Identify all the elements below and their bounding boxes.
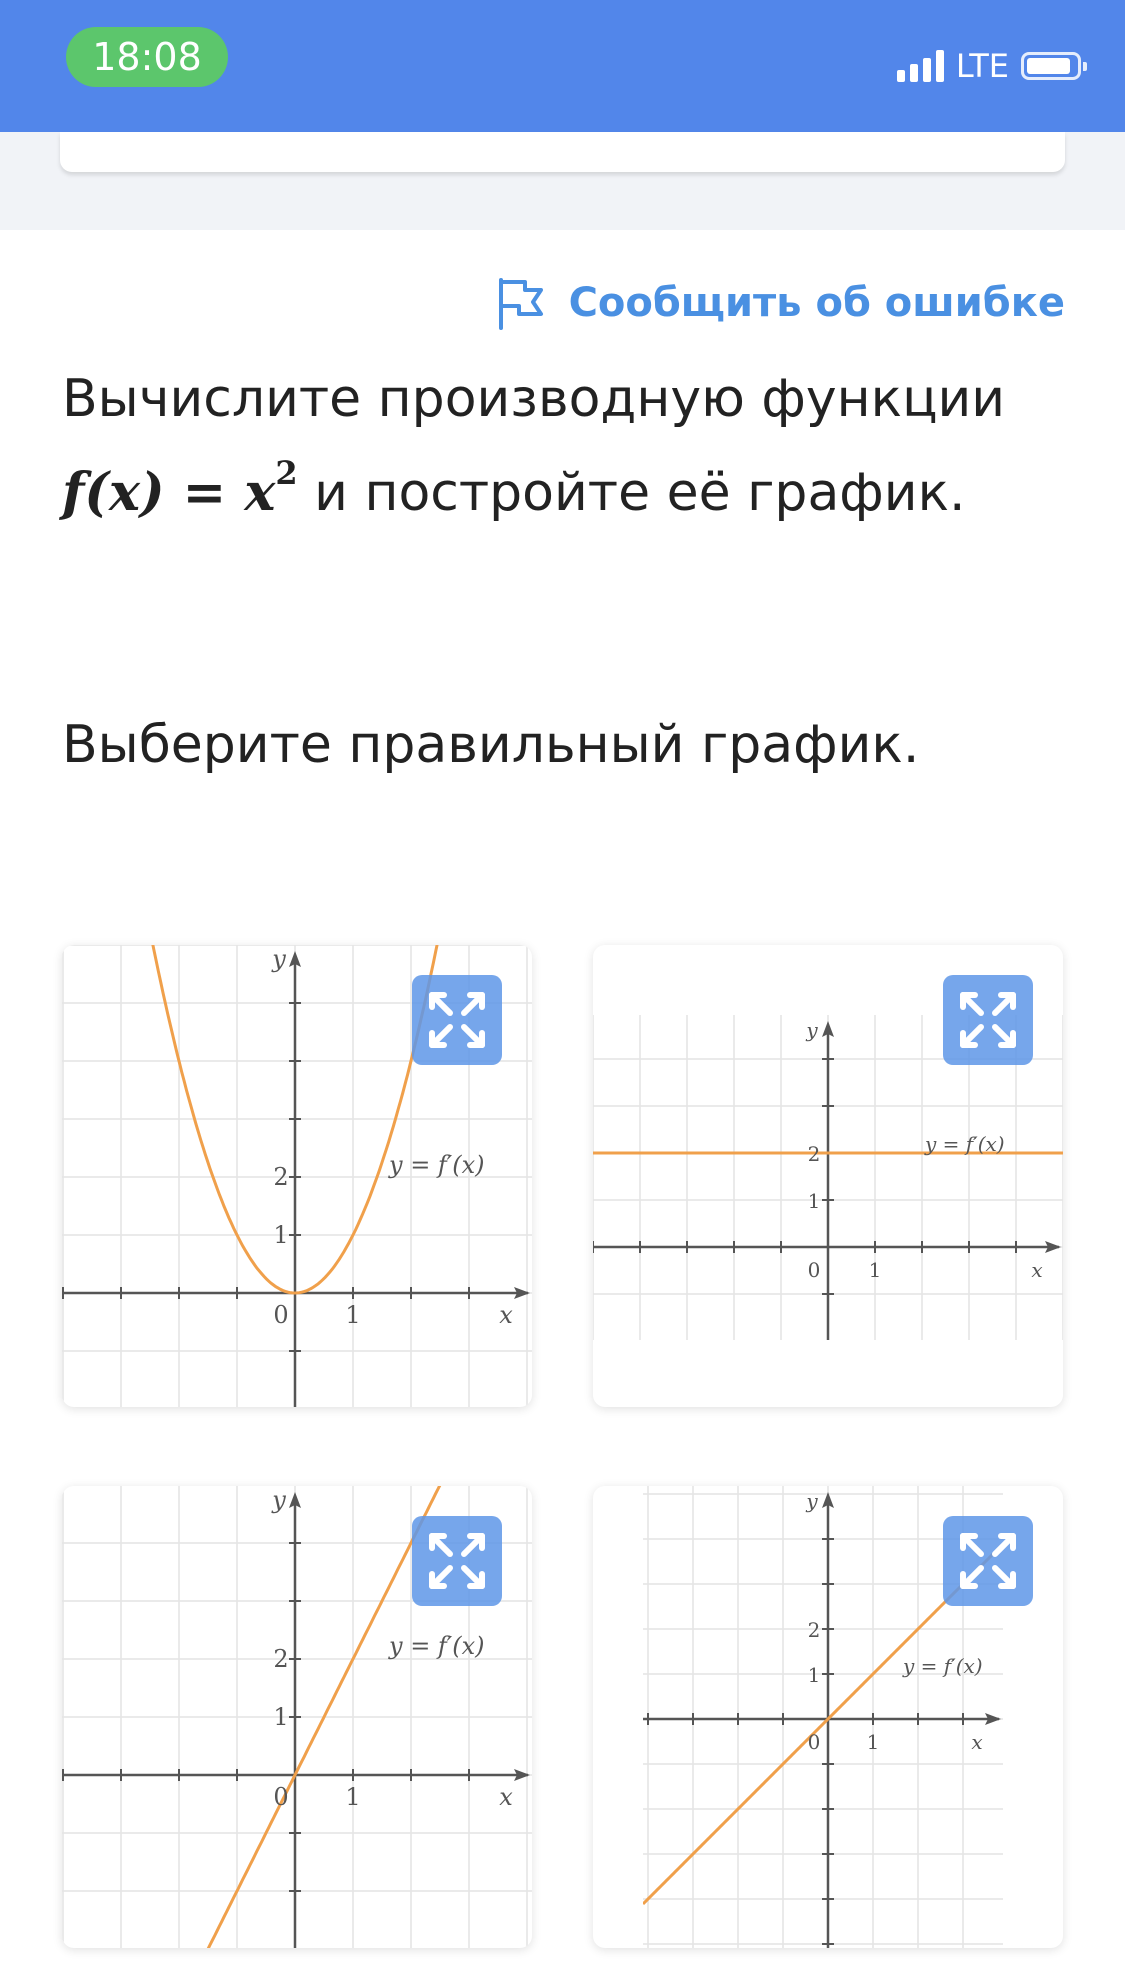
battery-icon bbox=[1021, 52, 1081, 80]
x-tick-label: 1 bbox=[868, 1258, 882, 1282]
formula-lhs: f(x) = x bbox=[62, 462, 276, 523]
status-time: 18:08 bbox=[66, 27, 228, 87]
expand-icon bbox=[943, 975, 1033, 1065]
expand-button[interactable] bbox=[412, 975, 502, 1065]
question-line-1: Вычислите производную функции bbox=[62, 369, 1006, 429]
y-axis-label: y bbox=[272, 945, 286, 973]
expand-button[interactable] bbox=[943, 975, 1033, 1065]
axes bbox=[593, 1021, 1061, 1340]
expand-button[interactable] bbox=[412, 1516, 502, 1606]
x-tick-label: 1 bbox=[866, 1730, 880, 1754]
origin-label: 0 bbox=[273, 1783, 289, 1811]
formula bbox=[62, 454, 298, 523]
previous-card bbox=[60, 132, 1065, 172]
y-tick-label: 2 bbox=[807, 1142, 821, 1166]
function-label: y = f′(x) bbox=[925, 1132, 1005, 1156]
status-indicators bbox=[897, 46, 1081, 86]
graph-option-1[interactable] bbox=[62, 945, 532, 1407]
x-tick-label: 1 bbox=[345, 1783, 361, 1811]
function-label: y = f′(x) bbox=[389, 1632, 485, 1660]
instruction-text: Выберите правильный график. bbox=[62, 715, 920, 775]
origin-label: 0 bbox=[807, 1258, 821, 1282]
network-label: LTE bbox=[955, 47, 1009, 85]
function-label: y = f′(x) bbox=[903, 1654, 983, 1678]
x-axis-label: x bbox=[971, 1730, 983, 1754]
y-axis-label: y bbox=[272, 1486, 286, 1514]
y-tick-label: 2 bbox=[273, 1645, 289, 1673]
question-line-2 bbox=[62, 446, 1062, 540]
expand-button[interactable] bbox=[943, 1516, 1033, 1606]
y-axis-label: y bbox=[806, 1018, 818, 1042]
flag-icon bbox=[495, 276, 547, 330]
origin-label: 0 bbox=[273, 1301, 289, 1329]
x-tick-label: 1 bbox=[345, 1301, 361, 1329]
y-tick-label: 2 bbox=[273, 1163, 289, 1191]
y-tick-label: 1 bbox=[807, 1663, 821, 1687]
y-tick-label: 2 bbox=[807, 1618, 821, 1642]
report-error-link[interactable] bbox=[495, 275, 1065, 331]
y-tick-label: 1 bbox=[807, 1189, 821, 1213]
y-tick-label: 1 bbox=[273, 1221, 289, 1249]
x-axis-label: x bbox=[1031, 1258, 1043, 1282]
report-error-label: Сообщить об ошибке bbox=[568, 280, 1065, 326]
graph-option-3[interactable] bbox=[62, 1486, 532, 1948]
expand-icon bbox=[412, 975, 502, 1065]
signal-icon bbox=[897, 50, 944, 82]
graph-option-2[interactable] bbox=[593, 945, 1063, 1407]
y-tick-label: 1 bbox=[273, 1703, 289, 1731]
x-axis-label: x bbox=[499, 1301, 513, 1329]
question-text bbox=[62, 352, 1062, 540]
x-axis-label: x bbox=[499, 1783, 513, 1811]
function-label: y = f′(x) bbox=[389, 1151, 485, 1179]
status-bar bbox=[0, 0, 1125, 132]
question-line-2-rest: и постройте её график. bbox=[297, 463, 966, 523]
expand-icon bbox=[412, 1516, 502, 1606]
y-axis-label: y bbox=[806, 1489, 818, 1513]
graph-option-4[interactable] bbox=[593, 1486, 1063, 1948]
origin-label: 0 bbox=[807, 1730, 821, 1754]
formula-exponent: 2 bbox=[275, 454, 298, 492]
expand-icon bbox=[943, 1516, 1033, 1606]
